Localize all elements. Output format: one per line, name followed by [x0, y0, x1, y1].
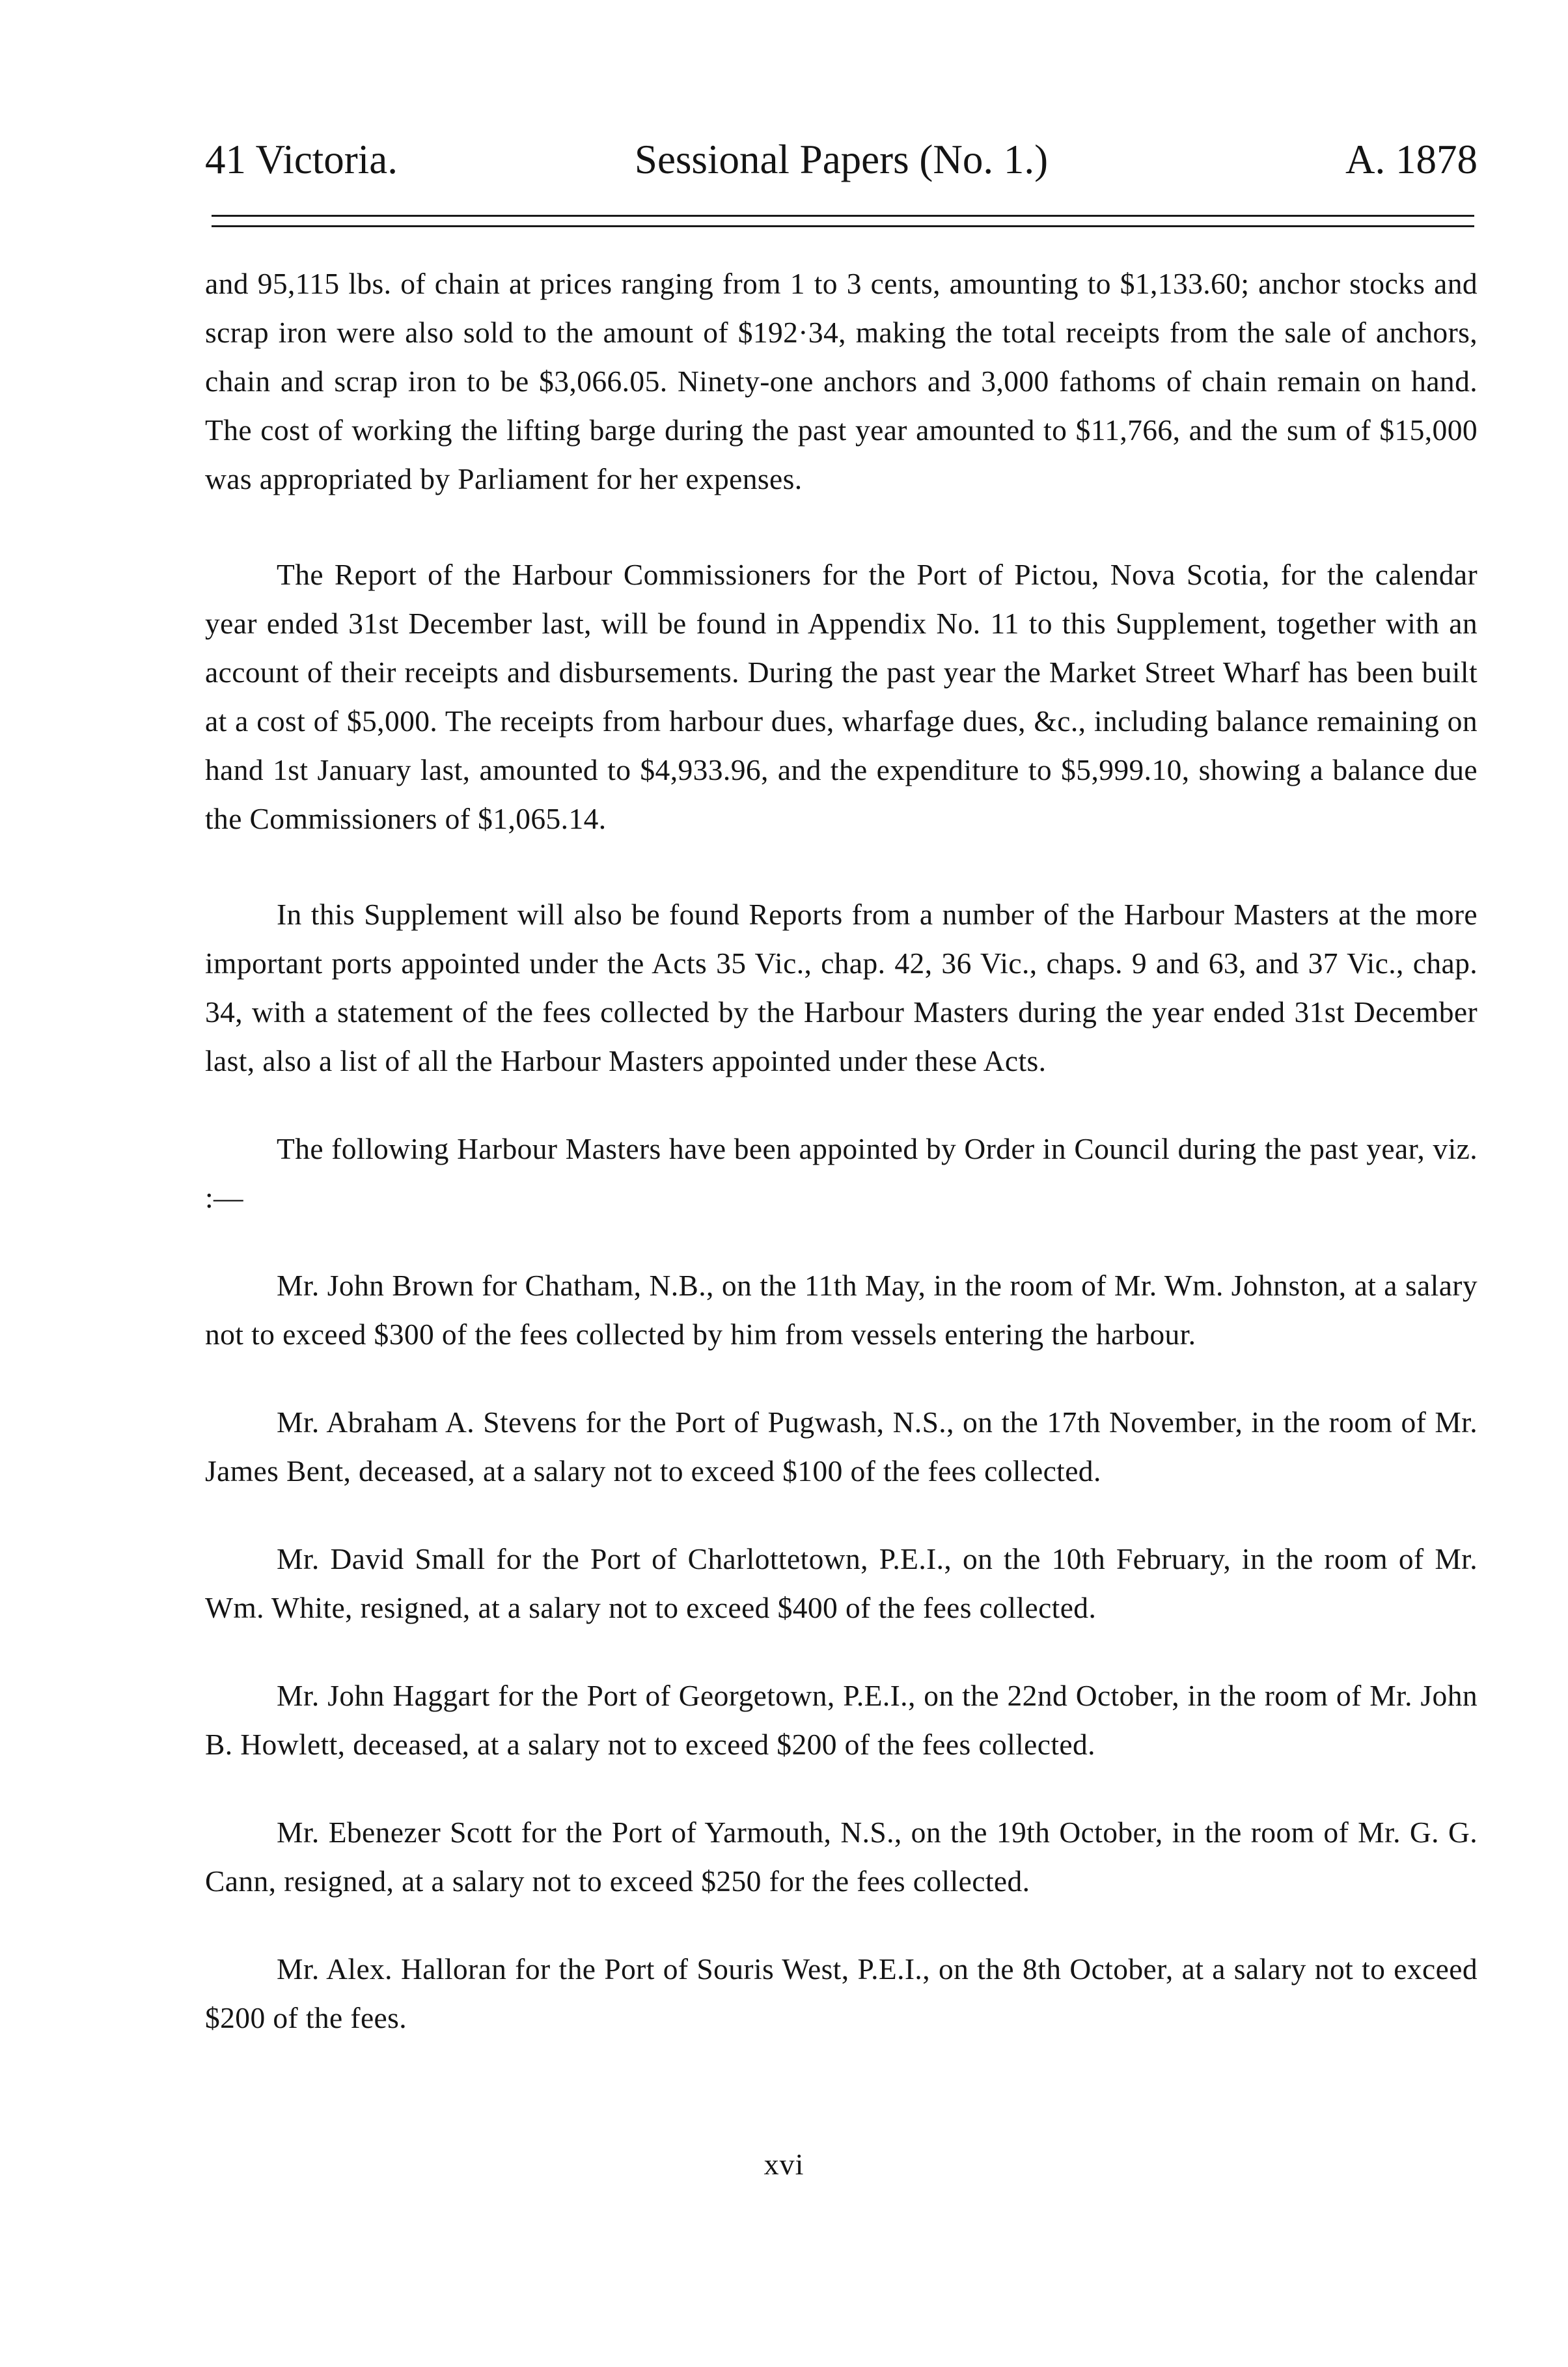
paragraph-pictou-report: The Report of the Harbour Commissioners for the Port of Pictou, Nova Scotia, for the calendar year ended 31st December last, will be found in Appendix No. 11 to this Supplement, together with an account of their receipts and disbursements. During the past year the Market Street Wharf has been built at a cost of $5,000. The receipts from harbour dues, wharfage dues, &c., including balance remaining on hand 1st January last, amounted to $4,933.96, and the expenditure to $5,999.10, showing a balance due the Commissioners of $1,065.14. [205, 558, 1478, 835]
header-rule-upper [212, 215, 1474, 217]
body-text [205, 259, 1478, 2042]
page-number: xvi [763, 2148, 805, 2181]
header-session: 41 Victoria. [205, 137, 398, 182]
paragraph-continuation: and 95,115 lbs. of chain at prices ranging from 1 to 3 cents, amounting to $1,133.60; anchor stocks and scrap iron were also sold to the amount of $192·34, making the total receipts from the sale of anchors, chain and scrap iron to be $3,066.05. Ninety-one anchors and 3,000 fathoms of chain remain on hand. The cost of working the lifting barge during the past year amounted to $11,766, and the sum of $15,000 was appropriated by Parliament for her expenses. [205, 267, 1478, 495]
appointment-charlottetown: Mr. David Small for the Port of Charlottetown, P.E.I., on the 10th February, in the room of Mr. Wm. White, resigned, at a salary not to exceed $400 of the fees collected. [205, 1542, 1478, 1624]
appointment-chatham: Mr. John Brown for Chatham, N.B., on the 11th May, in the room of Mr. Wm. Johnston, at a salary not to exceed $300 of the fees collected by him from vessels entering the harbour. [205, 1269, 1478, 1351]
appointment-yarmouth: Mr. Ebenezer Scott for the Port of Yarmouth, N.S., on the 19th October, in the room of Mr. G. G. Cann, resigned, at a salary not to exceed $250 for the fees collected. [205, 1816, 1478, 1898]
header-year: A. 1878 [1345, 137, 1478, 182]
appointment-georgetown: Mr. John Haggart for the Port of Georgetown, P.E.I., on the 22nd October, in the room of Mr. John B. Howlett, deceased, at a salary not to exceed $200 of the fees collected. [205, 1679, 1478, 1761]
paragraph-harbour-masters-reports: In this Supplement will also be found Reports from a number of the Harbour Masters at the more important ports appointed under the Acts 35 Vic., chap. 42, 36 Vic., chaps. 9 and 63, and 37 Vic., chap. 34, with a statement of the fees collected by the Harbour Masters during the year ended 31st December last, also a list of all the Harbour Masters appointed under these Acts. [205, 898, 1478, 1077]
running-head [205, 130, 1478, 189]
paragraph-appointments-intro: The following Harbour Masters have been appointed by Order in Council during the past year, viz. :— [205, 1132, 1478, 1214]
appointment-souris-west: Mr. Alex. Halloran for the Port of Souris West, P.E.I., on the 8th October, at a salary not to exceed $200 of the fees. [205, 1952, 1478, 2034]
appointment-pugwash: Mr. Abraham A. Stevens for the Port of Pugwash, N.S., on the 17th November, in the room of Mr. James Bent, deceased, at a salary not to exceed $100 of the fees collected. [205, 1405, 1478, 1488]
header-title: Sessional Papers (No. 1.) [634, 137, 1049, 182]
header-rule-lower [212, 225, 1474, 227]
